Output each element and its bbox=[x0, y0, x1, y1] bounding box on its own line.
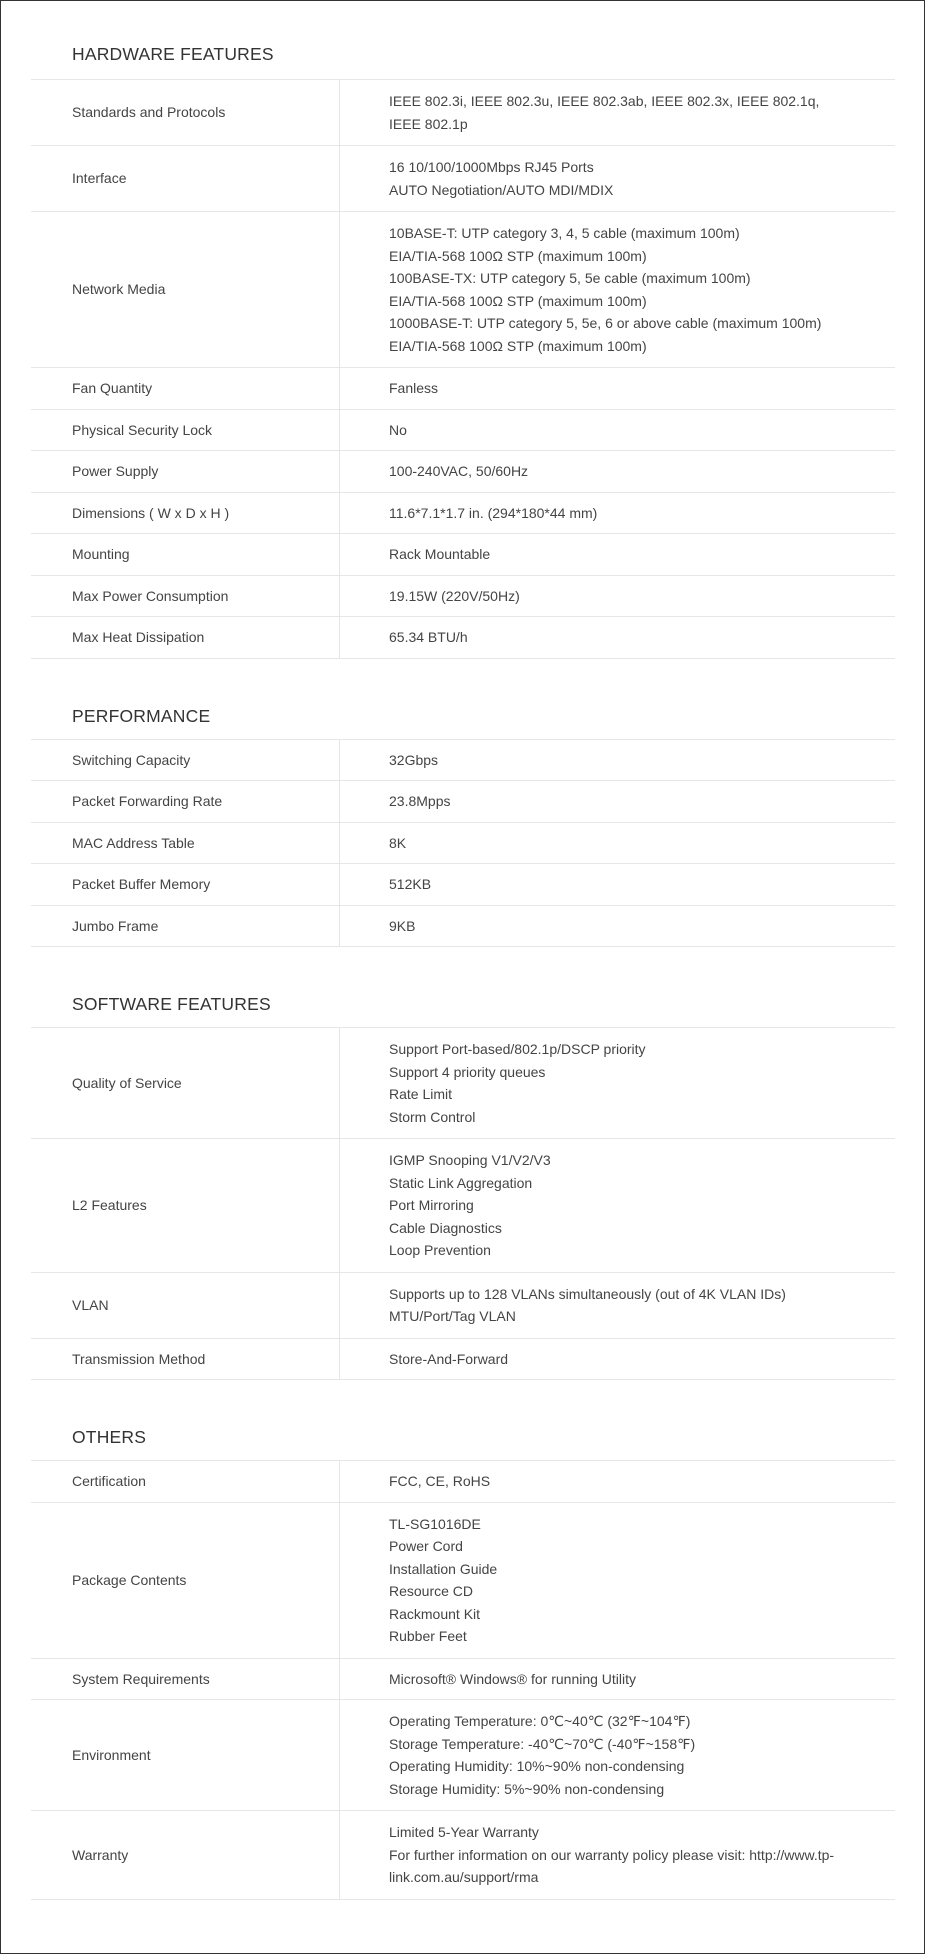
spec-label: Max Power Consumption bbox=[31, 575, 340, 617]
spec-row bbox=[31, 617, 895, 659]
spec-value-line: Support Port-based/802.1p/DSCP priority bbox=[389, 1041, 646, 1057]
spec-row bbox=[31, 1502, 895, 1658]
section-title: SOFTWARE FEATURES bbox=[72, 994, 271, 1014]
spec-label: Jumbo Frame bbox=[31, 905, 340, 947]
spec-value bbox=[340, 905, 896, 947]
spec-value-line: Resource CD bbox=[389, 1583, 474, 1599]
spec-value-line: Cable Diagnostics bbox=[389, 1219, 502, 1236]
spec-value bbox=[340, 1502, 896, 1658]
section-title: PERFORMANCE bbox=[72, 705, 211, 726]
spec-value-line: Installation Guide bbox=[389, 1560, 498, 1577]
spec-value-line: Operating Temperature: 0℃~40℃ (32℉~104℉) bbox=[389, 1713, 691, 1729]
spec-row bbox=[31, 1139, 895, 1273]
spec-row bbox=[31, 451, 895, 493]
spec-label: Max Heat Dissipation bbox=[31, 617, 340, 659]
spec-value-line: 100BASE-TX: UTP category 5, 5e cable (maximum 100m) bbox=[389, 270, 751, 286]
spec-value-line: Loop Prevention bbox=[389, 1242, 491, 1258]
spec-value-line: 1000BASE-T: UTP category 5, 5e, 6 or above cable (maximum 100m) bbox=[389, 315, 822, 331]
spec-value-line: Operating Humidity: 10%~90% non-condensing bbox=[389, 1758, 685, 1774]
spec-value bbox=[340, 212, 896, 368]
spec-value bbox=[340, 1811, 896, 1900]
spec-value-line: IEEE 802.3i, IEEE 802.3u, IEEE 802.3ab, IEEE 802.3x, IEEE 802.1q, IEEE 802.1p bbox=[389, 93, 820, 132]
spec-label: Quality of Service bbox=[31, 1028, 340, 1139]
spec-label: Packet Forwarding Rate bbox=[31, 781, 340, 823]
spec-label: Warranty bbox=[31, 1811, 340, 1900]
spec-label: Switching Capacity bbox=[31, 739, 340, 781]
spec-value-line: EIA/TIA-568 100Ω STP (maximum 100m) bbox=[389, 247, 647, 264]
spec-value-line: 10BASE-T: UTP category 3, 4, 5 cable (maximum 100m) bbox=[389, 225, 740, 241]
spec-label: Package Contents bbox=[31, 1502, 340, 1658]
spec-value bbox=[340, 80, 896, 146]
spec-value-line: Support 4 priority queues bbox=[389, 1063, 546, 1080]
spec-value bbox=[340, 822, 896, 864]
spec-value-line: No bbox=[389, 421, 407, 438]
spec-table bbox=[31, 1027, 895, 1380]
spec-label: VLAN bbox=[31, 1272, 340, 1338]
spec-row bbox=[31, 1811, 895, 1900]
spec-value-line: Storm Control bbox=[389, 1108, 476, 1125]
spec-row bbox=[31, 1461, 895, 1503]
spec-value-line: 16 10/100/1000Mbps RJ45 Ports bbox=[389, 159, 594, 175]
spec-row bbox=[31, 368, 895, 410]
spec-value bbox=[340, 1272, 896, 1338]
spec-value bbox=[340, 1700, 896, 1811]
spec-value-line: Limited 5-Year Warranty bbox=[389, 1824, 539, 1840]
spec-value-line: FCC, CE, RoHS bbox=[389, 1473, 491, 1489]
spec-value bbox=[340, 409, 896, 451]
spec-value-line: Fanless bbox=[389, 380, 439, 396]
spec-value-line: Supports up to 128 VLANs simultaneously (out of 4K VLAN IDs) bbox=[389, 1285, 786, 1302]
spec-table bbox=[31, 739, 895, 948]
spec-row bbox=[31, 822, 895, 864]
spec-section bbox=[31, 947, 895, 1380]
spec-label: Dimensions ( W x D x H ) bbox=[31, 492, 340, 534]
spec-value-line: Port Mirroring bbox=[389, 1197, 474, 1213]
spec-value bbox=[340, 781, 896, 823]
spec-value-line: 32Gbps bbox=[389, 751, 439, 768]
spec-label: L2 Features bbox=[31, 1139, 340, 1273]
spec-row bbox=[31, 492, 895, 534]
spec-value bbox=[340, 1658, 896, 1700]
spec-value-line: For further information on our warranty policy please visit: http://www.tp-link.com.au/support/rma bbox=[389, 1846, 835, 1885]
spec-value bbox=[340, 1338, 896, 1380]
spec-value-line: 512KB bbox=[389, 876, 432, 892]
spec-value-line: EIA/TIA-568 100Ω STP (maximum 100m) bbox=[389, 292, 647, 309]
spec-section bbox=[31, 659, 895, 948]
spec-row bbox=[31, 534, 895, 576]
spec-value bbox=[340, 864, 896, 906]
spec-label: Physical Security Lock bbox=[31, 409, 340, 451]
spec-table bbox=[31, 1460, 895, 1900]
spec-label: Power Supply bbox=[31, 451, 340, 493]
spec-value bbox=[340, 1461, 896, 1503]
spec-row bbox=[31, 1272, 895, 1338]
spec-value-line: Rackmount Kit bbox=[389, 1605, 481, 1622]
spec-row bbox=[31, 781, 895, 823]
spec-value bbox=[340, 1139, 896, 1273]
spec-value bbox=[340, 451, 896, 493]
spec-row bbox=[31, 864, 895, 906]
spec-value-line: Static Link Aggregation bbox=[389, 1174, 533, 1191]
spec-section bbox=[31, 1, 895, 659]
spec-row bbox=[31, 1028, 895, 1139]
spec-row bbox=[31, 212, 895, 368]
spec-value-line: Rack Mountable bbox=[389, 546, 491, 562]
spec-label: Mounting bbox=[31, 534, 340, 576]
spec-value-line: EIA/TIA-568 100Ω STP (maximum 100m) bbox=[389, 337, 647, 354]
spec-label: Interface bbox=[31, 146, 340, 212]
spec-value-line: AUTO Negotiation/AUTO MDI/MDIX bbox=[389, 181, 614, 198]
spec-content bbox=[1, 1, 924, 1900]
spec-value bbox=[340, 492, 896, 534]
spec-label: System Requirements bbox=[31, 1658, 340, 1700]
spec-table bbox=[31, 79, 895, 659]
spec-value-line: Store-And-Forward bbox=[389, 1350, 509, 1367]
spec-value-line: Power Cord bbox=[389, 1538, 463, 1554]
spec-row bbox=[31, 146, 895, 212]
spec-label: Standards and Protocols bbox=[31, 80, 340, 146]
spec-value-line: 19.15W (220V/50Hz) bbox=[389, 587, 520, 604]
spec-value-line: 100-240VAC, 50/60Hz bbox=[389, 463, 529, 479]
spec-row bbox=[31, 575, 895, 617]
spec-label: Certification bbox=[31, 1461, 340, 1503]
spec-row bbox=[31, 80, 895, 146]
spec-value-line: 23.8Mpps bbox=[389, 793, 451, 809]
spec-value-line: TL-SG1016DE bbox=[389, 1515, 481, 1532]
spec-value-line: Rubber Feet bbox=[389, 1628, 467, 1644]
spec-row bbox=[31, 739, 895, 781]
spec-value-line: 9KB bbox=[389, 917, 416, 934]
spec-row bbox=[31, 1338, 895, 1380]
spec-label: Fan Quantity bbox=[31, 368, 340, 410]
spec-row bbox=[31, 1658, 895, 1700]
spec-row bbox=[31, 409, 895, 451]
spec-label: Transmission Method bbox=[31, 1338, 340, 1380]
section-title: HARDWARE FEATURES bbox=[72, 44, 274, 64]
spec-row bbox=[31, 1700, 895, 1811]
spec-label: Environment bbox=[31, 1700, 340, 1811]
spec-value bbox=[340, 1028, 896, 1139]
spec-value bbox=[340, 368, 896, 410]
spec-row bbox=[31, 905, 895, 947]
spec-value bbox=[340, 739, 896, 781]
spec-value bbox=[340, 146, 896, 212]
section-title: OTHERS bbox=[72, 1427, 147, 1447]
spec-section bbox=[31, 1380, 895, 1900]
spec-value bbox=[340, 534, 896, 576]
spec-value bbox=[340, 575, 896, 617]
spec-value-line: MTU/Port/Tag VLAN bbox=[389, 1308, 516, 1324]
spec-value-line: Storage Humidity: 5%~90% non-condensing bbox=[389, 1780, 665, 1797]
spec-value-line: Storage Temperature: -40℃~70℃ (-40℉~158℉) bbox=[389, 1735, 696, 1752]
spec-label: Packet Buffer Memory bbox=[31, 864, 340, 906]
spec-value-line: 11.6*7.1*1.7 in. (294*180*44 mm) bbox=[389, 504, 598, 521]
spec-value-line: Microsoft® Windows® for running Utility bbox=[389, 1670, 637, 1687]
spec-value-line: Rate Limit bbox=[389, 1086, 453, 1102]
spec-value-line: IGMP Snooping V1/V2/V3 bbox=[389, 1152, 551, 1168]
spec-label: MAC Address Table bbox=[31, 822, 340, 864]
spec-label: Network Media bbox=[31, 212, 340, 368]
spec-value-line: 8K bbox=[389, 834, 407, 851]
spec-value-line: 65.34 BTU/h bbox=[389, 629, 468, 645]
spec-value bbox=[340, 617, 896, 659]
